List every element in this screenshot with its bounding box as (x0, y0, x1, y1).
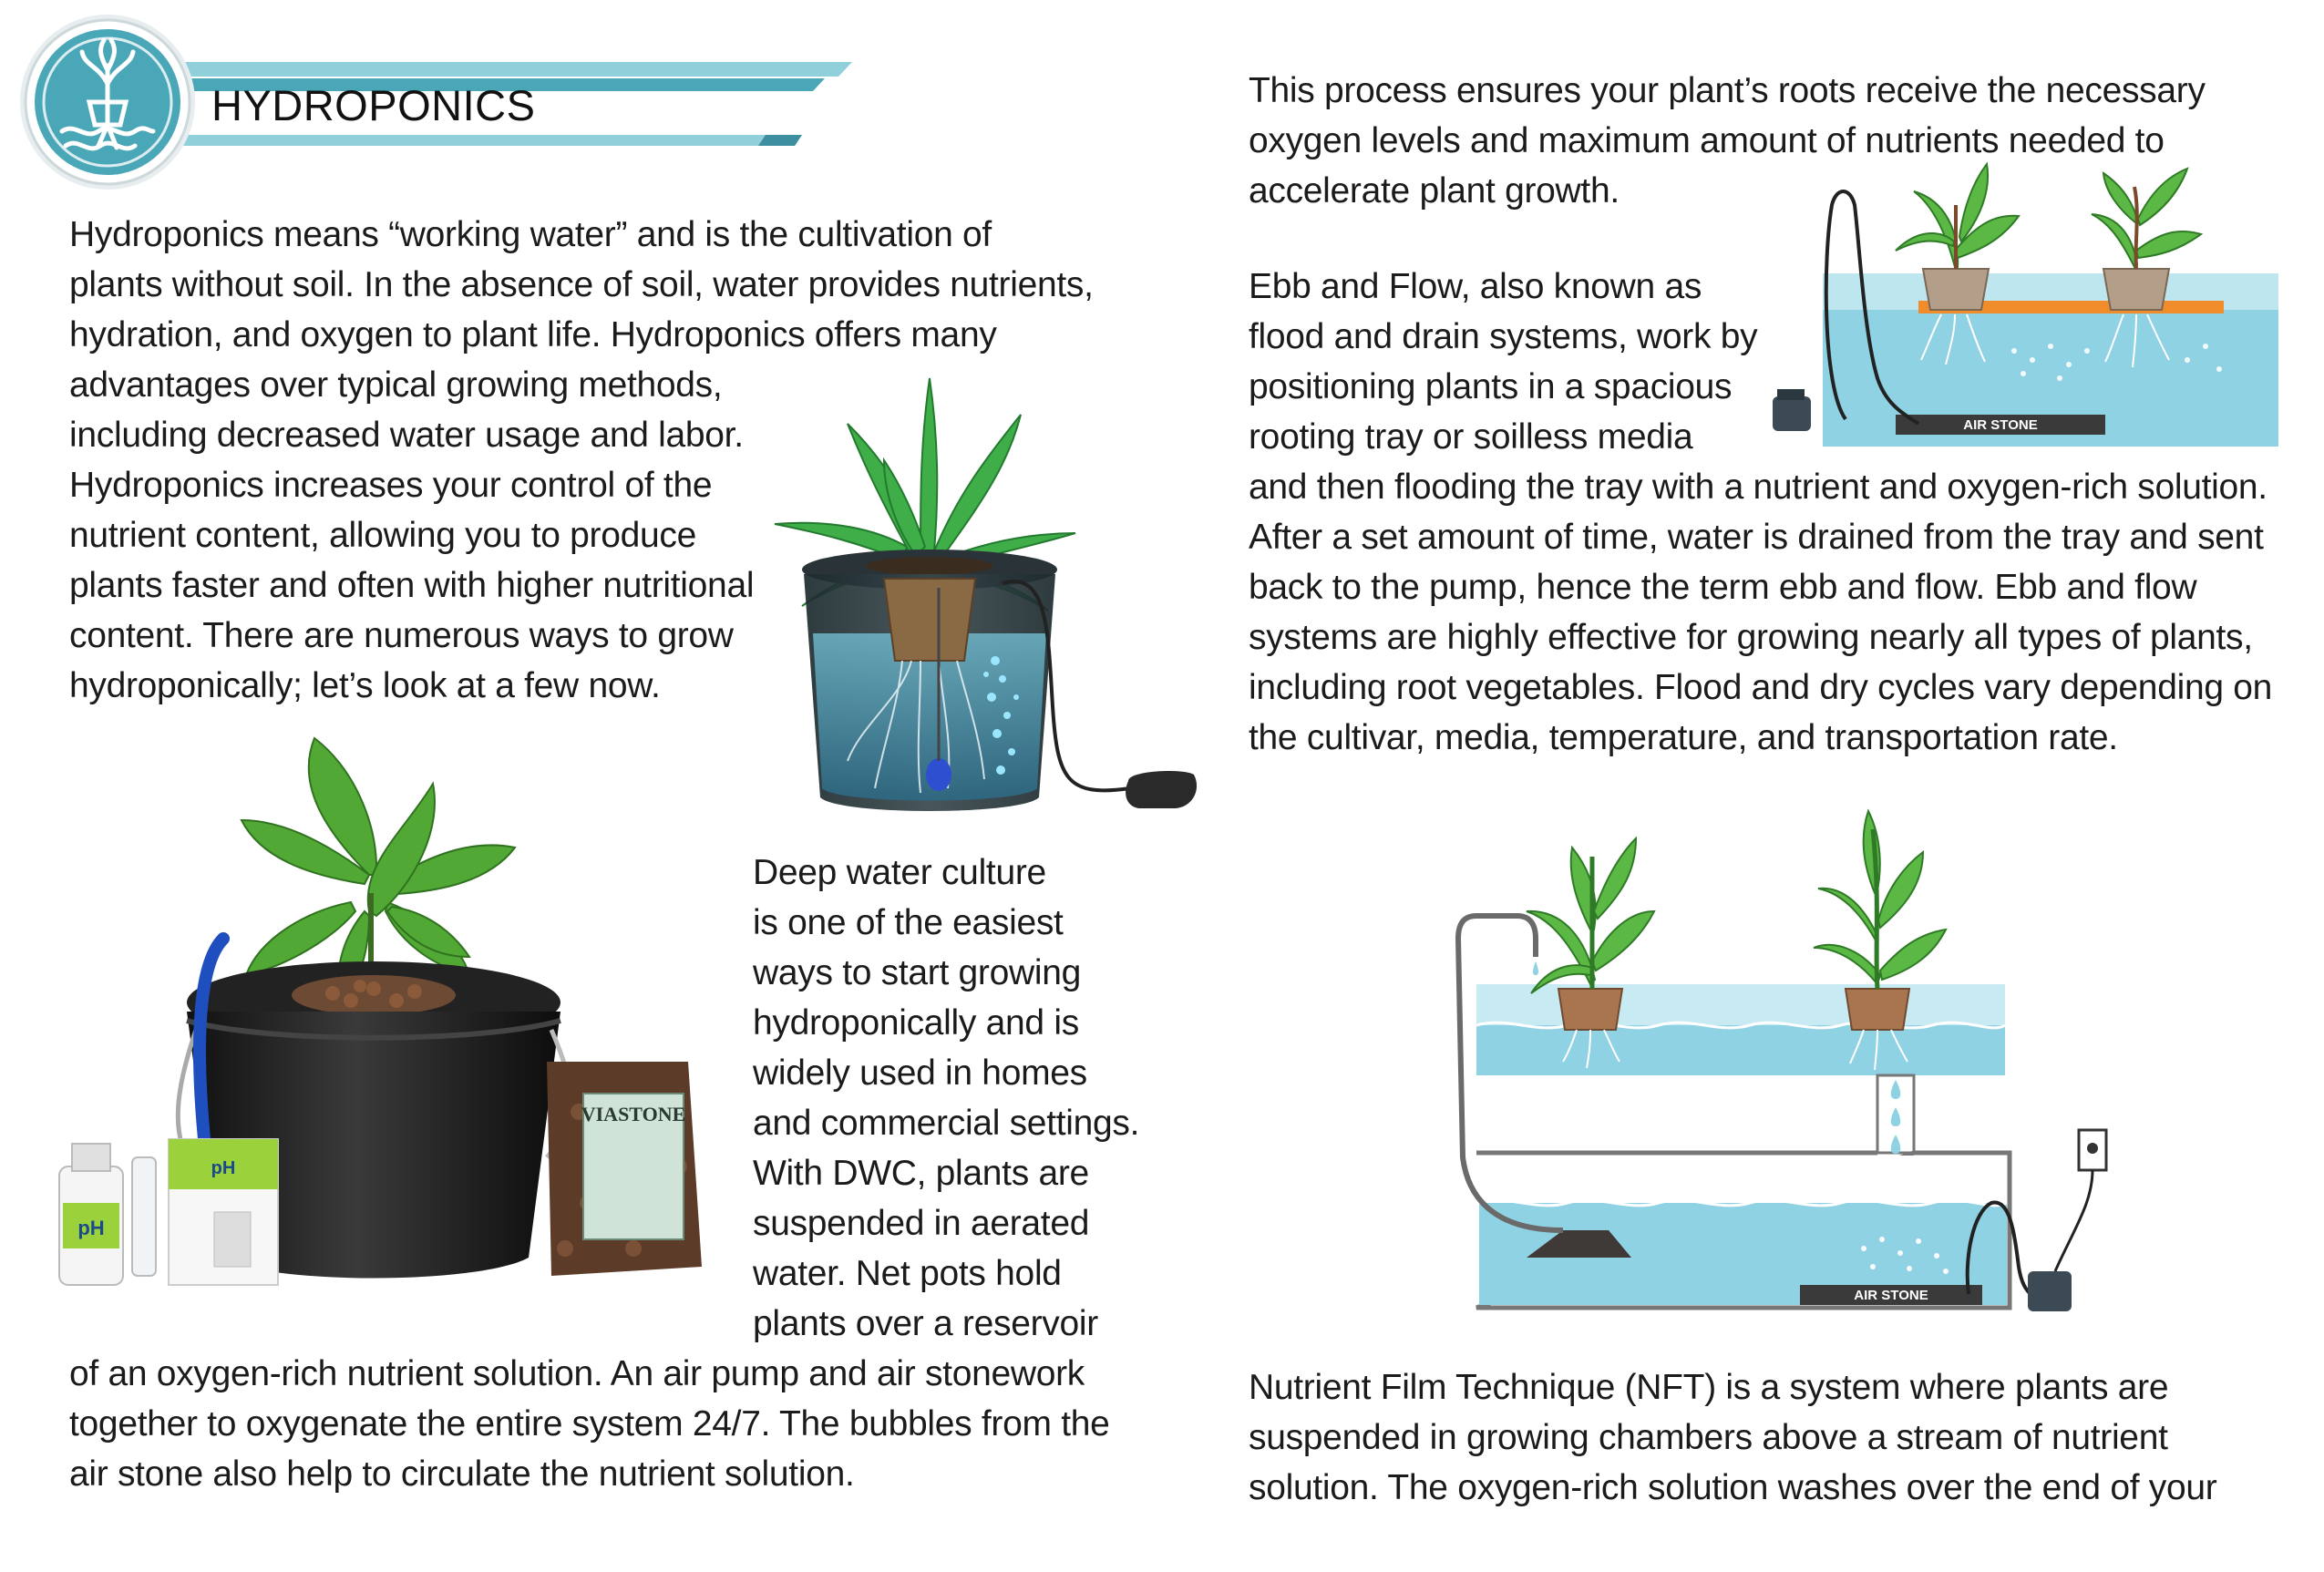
nft-air-stone-label: AIR STONE (1854, 1288, 1928, 1303)
ebb-flow-paragraph (1249, 262, 1757, 462)
ebb-flow-paragraph-continued (1249, 462, 2272, 763)
dwc-line: widely used in homes (753, 1053, 1087, 1093)
nft-line: Nutrient Film Technique (NFT) is a system where plants are (1249, 1368, 2169, 1407)
intro-line: hydration, and oxygen to plant life. Hydroponics offers many (69, 315, 997, 354)
nft-paragraph (1249, 1362, 2216, 1513)
intro-line: Hydroponics increases your control of the (69, 466, 713, 505)
intro-line: including decreased water usage and labor. (69, 416, 744, 455)
intro-line: advantages over typical growing methods, (69, 365, 723, 405)
ebb-intro-line: This process ensures your plant’s roots receive the necessary (1249, 71, 2206, 110)
dwc-line: With DWC, plants are (753, 1154, 1089, 1193)
ebb-flow-continued-line: and then flooding the tray with a nutrient and oxygen-rich solution. (1249, 467, 2267, 507)
dwc-line: and commercial settings. (753, 1104, 1140, 1143)
ebb-and-flow-diagram (1759, 150, 2288, 456)
viastone-bag-label: VIASTONE (581, 1103, 686, 1125)
page-title: HYDROPONICS (211, 81, 536, 129)
dwc-line: is one of the easiest (753, 903, 1064, 942)
ebb-intro-line: accelerate plant growth. (1249, 171, 1620, 211)
ebb-flow-continued-line: including root vegetables. Flood and dry cycles vary depending on (1249, 668, 2273, 707)
dwc-line: ways to start growing (753, 953, 1082, 992)
ebb-flow-continued-line: back to the pump, hence the term ebb and flow. Ebb and flow (1249, 568, 2197, 607)
intro-line: nutrient content, allowing you to produce (69, 516, 696, 555)
dwc-paragraph (753, 848, 1139, 1349)
dwc-kit-photo (41, 729, 715, 1294)
hydroponics-plant-icon (44, 29, 171, 166)
intro-line: hydroponically; let’s look at a few now. (69, 666, 661, 705)
dwc-line: Deep water culture (753, 853, 1046, 892)
ebb-flow-line: flood and drain systems, work by (1249, 317, 1758, 356)
ebb-flow-continued-line: After a set amount of time, water is drained from the tray and sent (1249, 518, 2264, 557)
ebb-intro-line: oxygen levels and maximum amount of nutrients needed to (1249, 121, 2165, 160)
dwc-line: hydroponically and is (753, 1003, 1079, 1043)
intro-line: Hydroponics means “working water” and is the cultivation of (69, 215, 992, 254)
ebb-flow-continued-line: systems are highly effective for growing nearly all types of plants, (1249, 618, 2253, 657)
nft-line: solution. The oxygen-rich solution washes over the end of your (1249, 1468, 2217, 1507)
intro-line: content. There are numerous ways to grow (69, 616, 734, 655)
ebb-flow-line: positioning plants in a spacious (1249, 367, 1733, 406)
intro-line: plants without soil. In the absence of soil, water provides nutrients, (69, 265, 1094, 304)
ebb-air-stone-label: AIR STONE (1963, 417, 2038, 433)
ebb-flow-line: Ebb and Flow, also known as (1249, 267, 1702, 306)
dwc-continued-line: together to oxygenate the entire system 24/7. The bubbles from the (69, 1404, 1110, 1444)
intro-line: plants faster and often with higher nutritional (69, 566, 755, 605)
dwc-bucket-illustration (747, 360, 1203, 820)
ebb-flow-line: rooting tray or soilless media (1249, 417, 1693, 457)
dwc-continued-line: air stone also help to circulate the nutrient solution. (69, 1454, 855, 1494)
ph-kit-box-label: pH (211, 1158, 236, 1178)
dwc-paragraph-continued (69, 1349, 1110, 1499)
dwc-line: plants over a reservoir (753, 1304, 1098, 1343)
ebb-flow-continued-line: the cultivar, media, temperature, and transportation rate. (1249, 718, 2118, 757)
dwc-line: water. Net pots hold (753, 1254, 1062, 1293)
ph-bottle-label: pH (77, 1217, 105, 1239)
dwc-continued-line: of an oxygen-rich nutrient solution. An air pump and air stonework (69, 1354, 1085, 1393)
nft-diagram (1408, 802, 2119, 1326)
dwc-line: suspended in aerated (753, 1204, 1090, 1243)
nft-line: suspended in growing chambers above a stream of nutrient (1249, 1418, 2168, 1457)
